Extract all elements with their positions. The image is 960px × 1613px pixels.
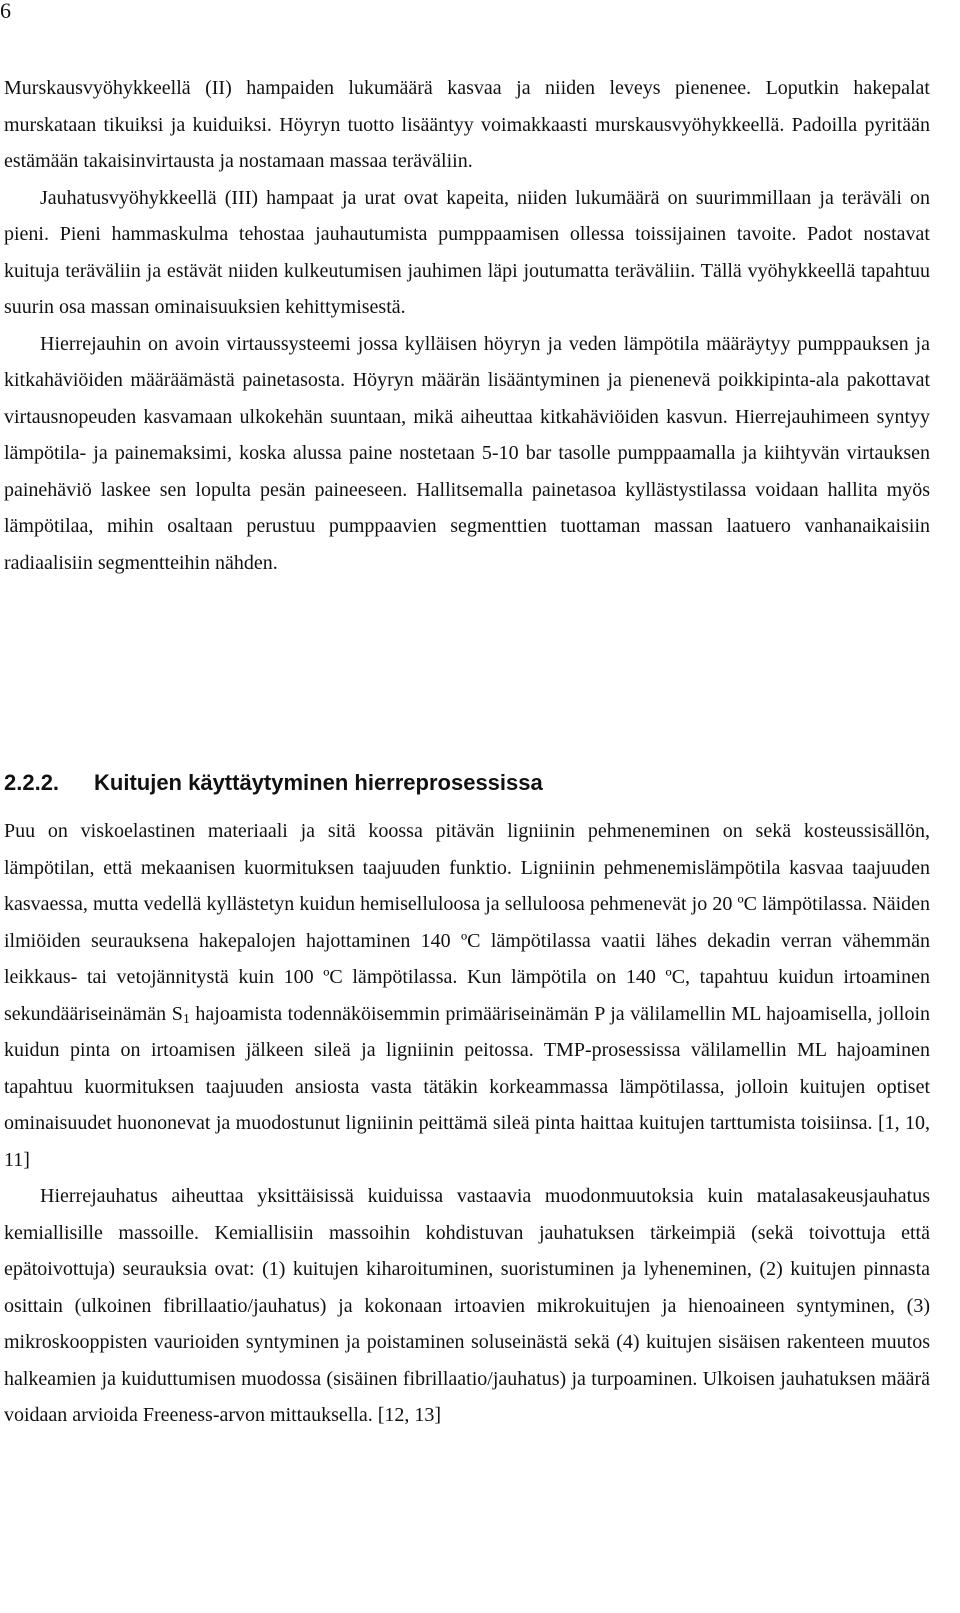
- subscript-s1: 1: [182, 1011, 190, 1027]
- paragraph-refining-zone: Jauhatusvyöhykkeellä (III) hampaat ja urat ovat kapeita, niiden lukumäärä on suurimmillaan ja teräväli on pieni. Pieni hammaskulma tehostaa jauhautumista pumppaamisen ollessa toissijainen tavoite. Padot nostavat kuituja teräväliin ja estävät niiden kulkeutumisen jauhimen läpi joutumatta teräväliin. Tällä vyöhykkeellä tapahtuu suurin osa massan ominaisuuksien kehittymisestä.: [4, 186, 930, 318]
- section-heading-title: Kuitujen käyttäytyminen hierreprosessissa: [94, 770, 543, 795]
- section-heading: [4, 768, 930, 798]
- paragraph-crushing-zone: Murskausvyöhykkeellä (II) hampaiden lukumäärä kasvaa ja niiden leveys pienenee. Loputkin hakepalat murskataan tikuiksi ja kuiduiksi. Höyryn tuotto lisääntyy voimakkaasti murskausvyöhykkeellä. Padoilla pyritään estämään takaisinvirtausta ja nostamaan massaa teräväliin.: [4, 77, 930, 172]
- paragraph-wood-viscoelastic: [4, 813, 930, 1178]
- page-number: 6: [0, 0, 11, 23]
- section-body-1: [4, 70, 930, 581]
- paragraph-refiner-flow-system: Hierrejauhin on avoin virtaussysteemi jossa kylläisen höyryn ja veden lämpötila määräytyy pumppauksen ja kitkahäviöiden määräämästä painetasosta. Höyryn määrän lisääntyminen ja pienenevä poikkipinta-ala pakottavat virtausnopeuden kasvamaan ulkokehän suuntaan, mikä aiheuttaa kitkahäviöiden kasvun. Hierrejauhimeen syntyy lämpötila- ja painemaksimi, koska alussa paine nostetaan 5-10 bar tasolle pumppaamalla ja kiihtyvän virtauksen painehäviö laskee sen lopulta pesän paineeseen. Hallitsemalla painetasoa kyllästystilassa voidaan hallita myös lämpötilaa, mihin osaltaan perustuu pumppaavien segmenttien tuottaman massan laatuero vanhanaikaisiin radiaalisiin segmentteihin nähden.: [4, 332, 930, 574]
- paragraph-refining-effects: Hierrejauhatus aiheuttaa yksittäisissä kuiduissa vastaavia muodonmuutoksia kuin matalasakeusjauhatus kemiallisille massoille. Kemiallisiin massoihin kohdistuvan jauhatuksen tärkeimpiä (sekä toivottuja että epätoivottuja) seurauksia ovat: (1) kuitujen kiharoituminen, suoristuminen ja lyheneminen, (2) kuitujen pinnasta osittain (ulkoinen fibrillaatio/jauhatus) ja kokonaan irtoavien mikrokuitujen ja hienoaineen syntyminen, (3) mikroskooppisten vaurioiden syntyminen ja poistaminen soluseinästä sekä (4) kuitujen sisäisen rakenteen muutos halkeamien ja kuiduttumisen muodossa (sisäinen fibrillaatio/jauhatus) ja turpoaminen. Ulkoisen jauhatuksen määrä voidaan arvioida Freeness-arvon mittauksella. [12, 13]: [4, 1185, 930, 1426]
- paragraph-wood-part1: Puu on viskoelastinen materiaali ja sitä koossa pitävän ligniinin pehmeneminen on sekä kosteussisällön, lämpötilan, että mekaanisen kuormituksen taajuuden funktio. Ligniinin pehmenemislämpötila kasvaa taajuuden kasvaessa, mutta vedellä kyllästetyn kuidun hemiselluloosa ja selluloosa pehmenevät jo 20 ºC lämpötilassa. Näiden ilmiöiden seurauksena hakepalojen hajottaminen 140 ºC lämpötilassa vaatii lähes dekadin verran vähemmän leikkaus- tai vetojännitystä kuin 100 ºC lämpötilassa. Kun lämpötila on 140 ºC, tapahtuu kuidun irtoaminen sekundääriseinämän S: [4, 820, 930, 1025]
- section-heading-number: 2.2.2.: [4, 770, 60, 795]
- section-body-2: [4, 813, 930, 1434]
- paragraph-wood-part2: hajoamista todennäköisemmin primääriseinämän P ja välilamellin ML hajoamisella, jolloin kuidun pinta on irtoamisen jälkeen sileä ja ligniinin peitossa. TMP-prosessissa välilamellin ML hajoaminen tapahtuu kuormituksen taajuuden ansiosta vasta tätäkin korkeammassa lämpötilassa, jolloin kuitujen optiset ominaisuudet huononevat ja muodostunut ligniinin peittämä sileä pinta haittaa kuitujen tarttumista toisiinsa. [1, 10, 11]: [4, 1002, 931, 1171]
